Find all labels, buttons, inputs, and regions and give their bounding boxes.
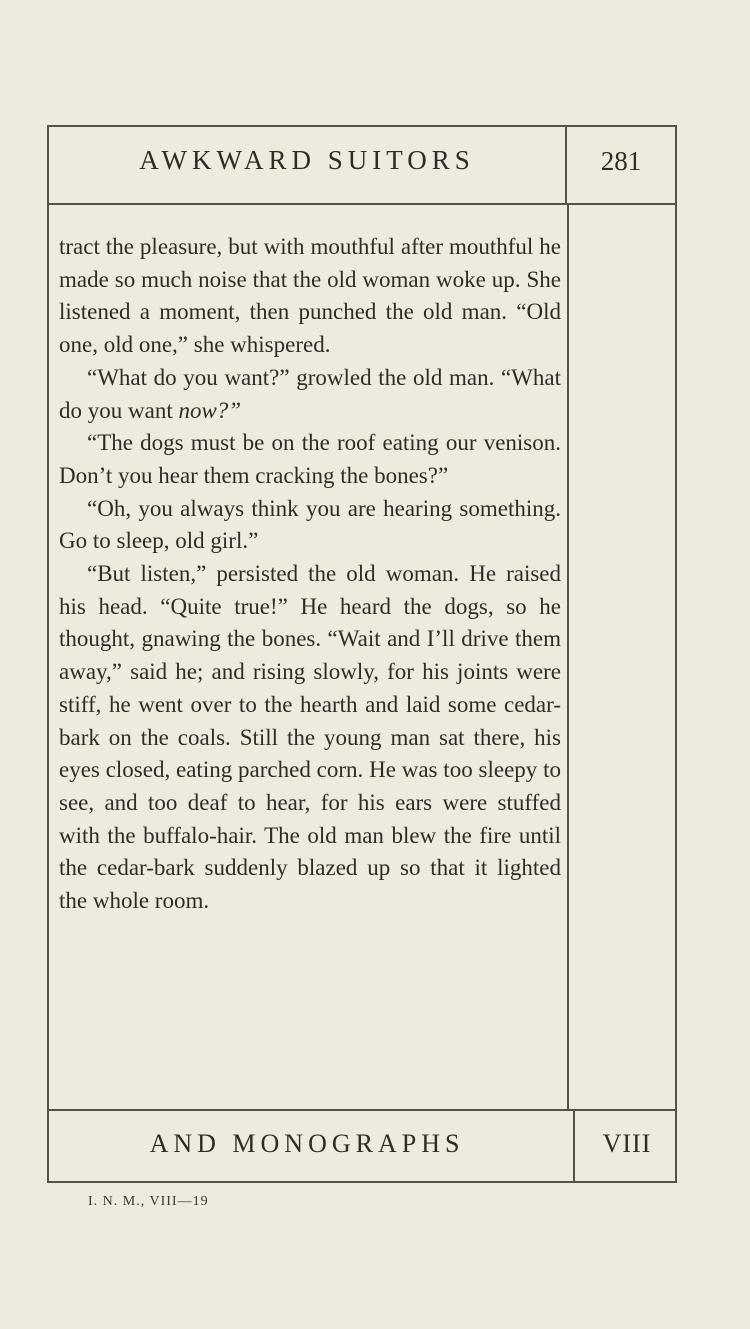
footer-title: AND MONOGRAPHS — [149, 1129, 465, 1158]
page-number: 281 — [600, 146, 642, 176]
emphasized-word: now?” — [178, 397, 242, 423]
paragraph — [59, 362, 561, 427]
running-header — [49, 127, 675, 205]
page-frame — [47, 125, 677, 1183]
paragraph: “The dogs must be on the roof eating our venison. Don’t you hear them cracking the bones?” — [59, 430, 561, 488]
running-head-title: AWKWARD SUITORS — [139, 145, 475, 175]
paragraph: tract the pleasure, but with mouthful after mouthful he made so much noise that the old woman woke up. She listened a moment, then punched the old man. “Old one, old one,” she whispered. — [59, 234, 561, 358]
body-text — [59, 231, 561, 918]
paragraph: “But listen,” persisted the old woman. He raised his head. “Quite true!” He heard the dogs, so he thought, gnawing the bones. “Wait and I’ll drive them away,” said he; and rising slowly, for his joints were stiff, he went over to the hearth and laid some cedar-bark on the coals. Still the young man sat there, his eyes closed, eating parched corn. He was too sleepy to see, and too deaf to hear, for his ears were stuffed with the buffalo-hair. The old man blew the fire until the cedar-bark suddenly blazed up so that it lighted the whole room. — [59, 561, 561, 914]
printer-signature: I. N. M., VIII—19 — [88, 1194, 209, 1209]
running-footer — [49, 1109, 675, 1181]
paragraph-text: “What do you want?” growled the old man. “What do you want — [59, 364, 561, 423]
volume-number: VIII — [602, 1129, 652, 1158]
margin-column-divider — [567, 205, 569, 1109]
paragraph: “Oh, you always think you are hearing something. Go to sleep, old girl.” — [59, 495, 561, 554]
